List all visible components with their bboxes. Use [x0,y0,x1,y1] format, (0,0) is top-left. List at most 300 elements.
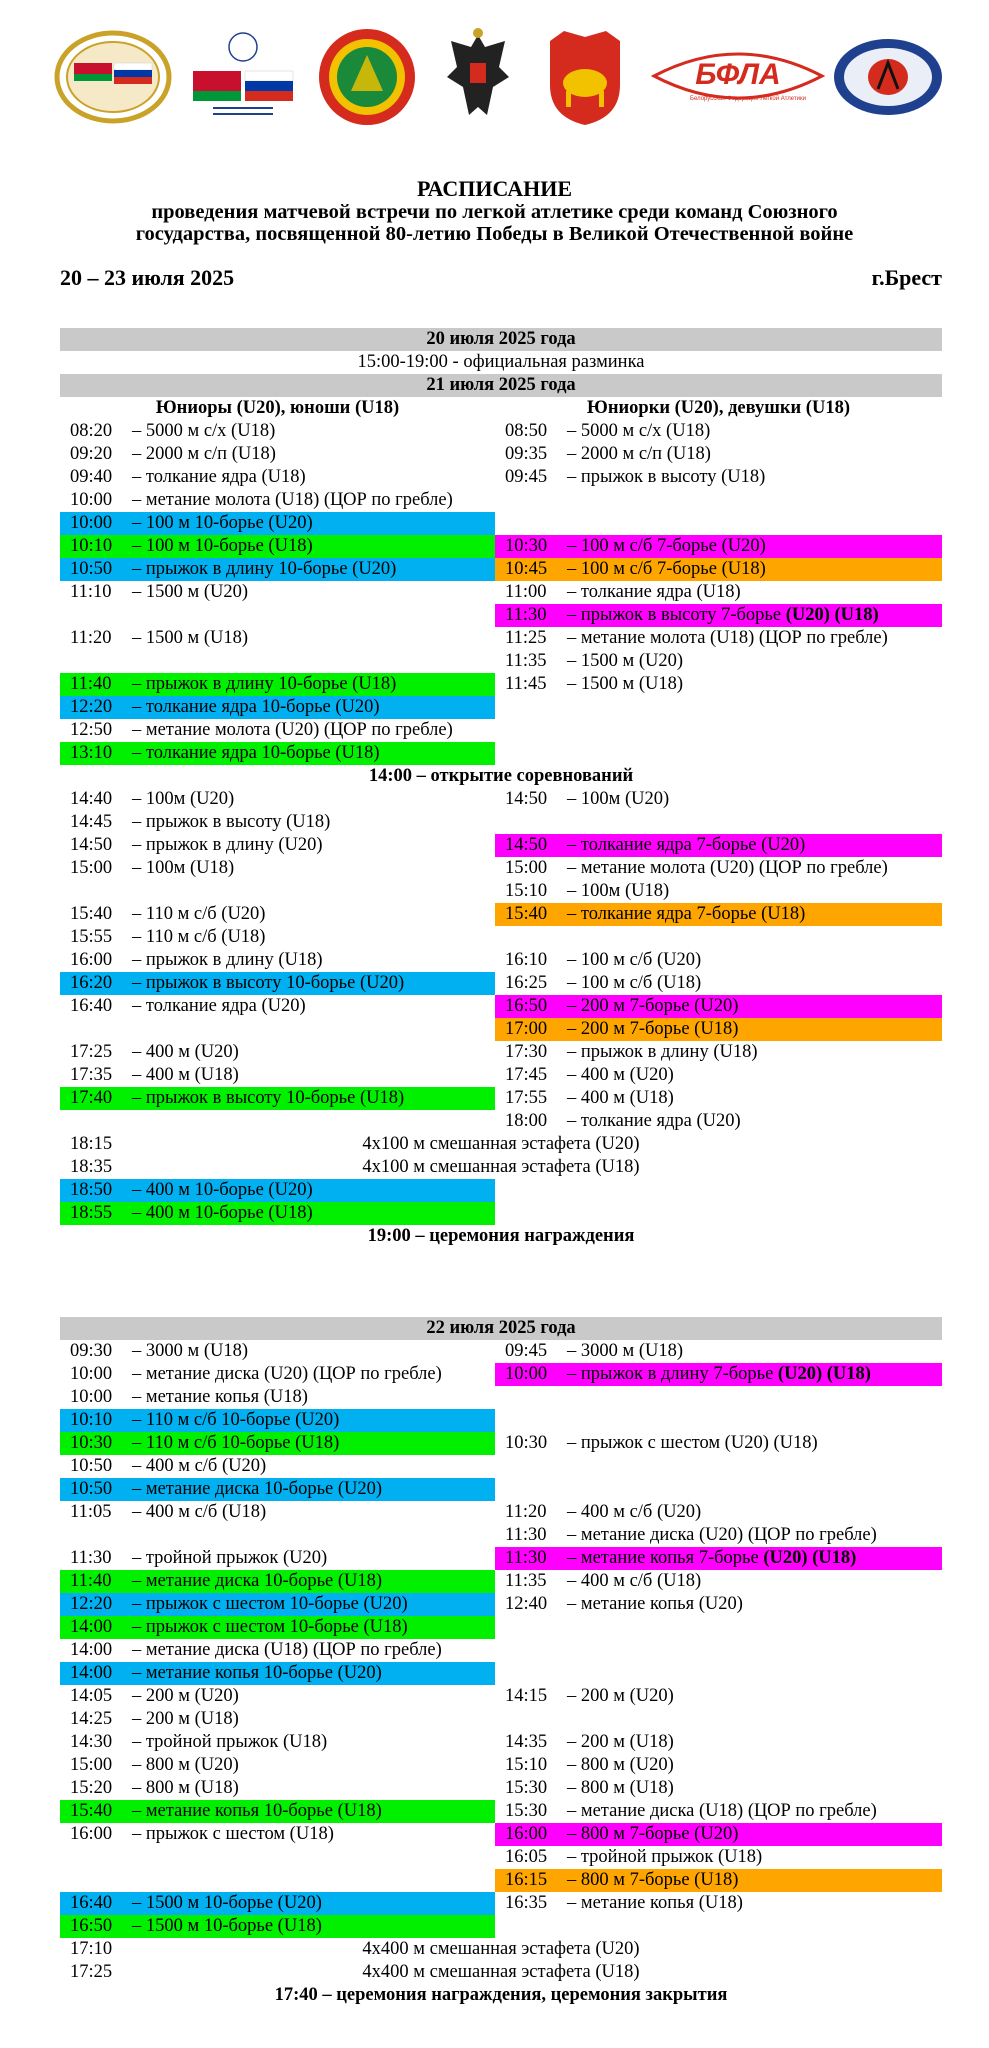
schedule-row [60,1524,942,1547]
left-event-cell [60,1501,495,1524]
event-name: – метание копья 7-борье (U20) (U18) [567,1548,857,1568]
event-name: – толкание ядра (U18) [567,582,741,602]
schedule-row [60,1616,942,1639]
event-name: – 800 м 7-борье (U18) [567,1870,739,1890]
event-name: – прыжок с шестом (U20) (U18) [567,1433,818,1453]
event-time: 15:30 [505,1801,548,1821]
left-event-cell [60,1524,495,1547]
event-name: – метание молота (U20) (ЦОР по гребле) [132,720,453,740]
eagle-coat-of-arms-logo [433,22,523,132]
left-event-cell [60,1087,495,1110]
event-name: – метание диска 10-борье (U18) [132,1571,383,1591]
schedule-row [60,1915,942,1938]
event-time: 14:35 [505,1732,548,1752]
right-event-cell [495,811,942,834]
event-name: – 100 м 10-борье (U18) [132,536,313,556]
schedule-row [60,1731,942,1754]
left-event-cell [60,1915,495,1938]
schedule-row [60,443,942,466]
bison-coat-of-arms-logo [535,22,635,132]
event-name: – прыжок в длину (U18) [132,950,323,970]
schedule-row [60,1432,942,1455]
event-name: – 110 м с/б (U20) [132,904,266,924]
event-bold-suffix: (U20) (U18) [777,1364,871,1384]
right-event-cell [495,443,942,466]
left-event-cell [60,535,495,558]
event-time: 16:15 [505,1870,548,1890]
right-event-cell [495,1754,942,1777]
event-name: – тройной прыжок (U20) [132,1548,328,1568]
schedule-row [60,1501,942,1524]
event-name: – метание диска (U20) (ЦОР по гребле) [567,1525,877,1545]
schedule-row [60,926,942,949]
schedule-row [60,1938,942,1961]
left-event-cell [60,581,495,604]
event-time: 09:30 [70,1341,113,1361]
logos-strip [50,22,940,132]
right-event-cell [495,857,942,880]
bfla-logo-text: БФЛА [695,58,781,91]
relay-time: 17:10 [70,1939,113,1959]
schedule-row [60,1892,942,1915]
left-event-cell [60,1041,495,1064]
ceremony-line: 17:40 – церемония награждения, церемония закрытия [274,1985,728,2005]
event-time: 10:50 [70,559,113,579]
event-time: 14:50 [505,789,548,809]
right-event-cell [495,650,942,673]
schedule-row [60,1041,942,1064]
schedule-row [60,1225,942,1248]
left-event-cell [60,1179,495,1202]
schedule-row [60,1179,942,1202]
event-time: 17:40 [70,1088,113,1108]
event-time: 09:40 [70,467,113,487]
event-name: – метание копья 10-борье (U18) [132,1801,382,1821]
event-name: – тройной прыжок (U18) [132,1732,328,1752]
event-name: – метание диска 10-борье (U20) [132,1479,383,1499]
right-event-cell [495,1731,942,1754]
event-time: 17:45 [505,1065,548,1085]
event-name: – 3000 м (U18) [132,1341,249,1361]
right-event-cell [495,1570,942,1593]
right-event-cell [495,1202,942,1225]
event-time: 14:00 [70,1663,113,1683]
event-name: – метание молота (U18) (ЦОР по гребле) [567,628,888,648]
schedule-row [60,1133,942,1156]
event-name: – 400 м (U20) [567,1065,674,1085]
schedule-row [60,995,942,1018]
right-event-cell [495,1823,942,1846]
schedule-row [60,949,942,972]
schedule-row [60,1110,942,1133]
left-event-cell [60,903,495,926]
schedule-row [60,1708,942,1731]
ceremony-line: 14:00 – открытие соревнований [368,766,634,786]
event-time: 11:10 [70,582,112,602]
event-name: – 400 м с/б (U18) [132,1502,267,1522]
event-time: 13:10 [70,743,113,763]
event-time: 15:10 [505,881,548,901]
event-name: – 1500 м (U20) [132,582,249,602]
event-time: 14:50 [70,835,113,855]
event-name: – прыжок в длину 7-борье (U20) (U18) [567,1364,871,1384]
left-event-cell [60,1409,495,1432]
event-dates: 20 – 23 июля 2025 [60,265,235,290]
left-event-cell [60,1662,495,1685]
right-event-cell [495,1340,942,1363]
left-event-cell [60,1777,495,1800]
schedule-row [60,880,942,903]
schedule-row [60,1685,942,1708]
schedule-row [60,972,942,995]
right-event-cell [495,1846,942,1869]
schedule-row [60,1087,942,1110]
schedule-row [60,1455,942,1478]
event-name: – метание копья (U18) [567,1893,743,1913]
event-time: 08:50 [505,421,548,441]
event-name: – 3000 м (U18) [567,1341,684,1361]
event-time: 10:50 [70,1479,113,1499]
schedule-row [60,673,942,696]
event-time: 10:10 [70,1410,113,1430]
event-name: – 200 м (U18) [567,1732,674,1752]
event-time: 15:00 [70,858,113,878]
event-name: – 200 м 7-борье (U18) [567,1019,739,1039]
men-column-header: Юниоры (U20), юноши (U18) [155,398,400,418]
event-name: – прыжок в высоту 7-борье (U20) (U18) [567,605,879,625]
day-header-row [60,374,942,397]
date-city-line [60,265,942,291]
event-time: 17:55 [505,1088,548,1108]
schedule-row [60,1800,942,1823]
relay-time: 18:15 [70,1134,113,1154]
right-event-cell [495,1432,942,1455]
event-name: – 400 м с/б (U20) [132,1456,267,1476]
right-event-cell [495,627,942,650]
right-event-cell [495,903,942,926]
event-name: – 2000 м с/п (U18) [132,444,276,464]
schedule-row [60,788,942,811]
left-event-cell [60,558,495,581]
event-time: 11:05 [70,1502,112,1522]
right-event-cell [495,1064,942,1087]
event-name: – метание копья (U18) [132,1387,308,1407]
event-bold-suffix: (U20) (U18) [763,1548,857,1568]
schedule-row [60,558,942,581]
left-event-cell [60,1478,495,1501]
event-time: 10:00 [70,1364,113,1384]
schedule-row [60,1777,942,1800]
relay-event: 4х400 м смешанная эстафета (U20) [362,1939,640,1959]
event-time: 11:40 [70,674,112,694]
event-time: 16:10 [505,950,548,970]
schedule-row [60,1064,942,1087]
schedule-note: 15:00-19:00 - официальная разминка [357,352,645,372]
event-time: 15:10 [505,1755,548,1775]
left-event-cell [60,1869,495,1892]
right-event-cell [495,1386,942,1409]
left-event-cell [60,857,495,880]
left-event-cell [60,926,495,949]
left-event-cell [60,1547,495,1570]
event-time: 10:00 [70,490,113,510]
schedule-row [60,1846,942,1869]
event-time: 17:35 [70,1065,113,1085]
day-header: 21 июля 2025 года [60,374,942,397]
left-event-cell [60,1754,495,1777]
left-event-cell [60,1455,495,1478]
schedule-row [60,1984,942,2007]
left-event-cell [60,995,495,1018]
event-time: 08:20 [70,421,113,441]
event-time: 14:40 [70,789,113,809]
right-event-cell [495,834,942,857]
event-time: 09:45 [505,467,548,487]
event-name: – 400 м 10-борье (U18) [132,1203,313,1223]
schedule-row [60,811,942,834]
event-time: 14:50 [505,835,548,855]
event-time: 11:35 [505,651,547,671]
event-name: – 1500 м (U20) [567,651,684,671]
event-name: – 200 м (U18) [132,1709,239,1729]
relay-event: 4х400 м смешанная эстафета (U18) [362,1962,640,1982]
right-event-cell [495,1869,942,1892]
event-time: 10:30 [505,536,548,556]
event-time: 17:30 [505,1042,548,1062]
event-time: 09:45 [505,1341,548,1361]
event-name: – метание диска (U18) (ЦОР по гребле) [567,1801,877,1821]
event-time: 11:40 [70,1571,112,1591]
event-name: – прыжок в высоту (U18) [567,467,766,487]
left-event-cell [60,1386,495,1409]
left-event-cell [60,1800,495,1823]
right-event-cell [495,972,942,995]
event-time: 11:30 [70,1548,112,1568]
schedule-row [60,535,942,558]
left-event-cell [60,719,495,742]
right-event-cell [495,535,942,558]
event-time: 10:30 [70,1433,113,1453]
right-event-cell [495,1708,942,1731]
bfla-logo-subtext: Белорусская Федерация Лёгкой Атлетики [690,96,806,102]
event-time: 14:05 [70,1686,113,1706]
event-name: – 100 м с/б (U20) [567,950,702,970]
schedule-row [60,1018,942,1041]
event-name: – прыжок в высоту 10-борье (U20) [132,973,405,993]
event-name: – 400 м (U20) [132,1042,239,1062]
schedule-row [60,1156,942,1179]
schedule-row [60,650,942,673]
event-name: – прыжок с шестом 10-борье (U18) [132,1617,408,1637]
left-event-cell [60,1340,495,1363]
event-name: – 200 м 7-борье (U20) [567,996,739,1016]
event-name: – прыжок в длину (U20) [132,835,323,855]
schedule-row [60,834,942,857]
event-name: – 200 м (U20) [132,1686,239,1706]
event-name: – толкание ядра 10-борье (U20) [132,697,380,717]
event-time: 17:25 [70,1042,113,1062]
schedule-row [60,1202,942,1225]
event-name: – 200 м (U20) [567,1686,674,1706]
left-event-cell [60,1432,495,1455]
schedule-row [60,857,942,880]
event-time: 12:40 [505,1594,548,1614]
schedule-row [60,489,942,512]
event-name: – 1500 м 10-борье (U20) [132,1893,322,1913]
event-time: 16:40 [70,1893,113,1913]
event-time: 16:50 [505,996,548,1016]
event-time: 16:40 [70,996,113,1016]
event-time: 16:20 [70,973,113,993]
event-name: – 2000 м с/п (U18) [567,444,711,464]
right-event-cell [495,512,942,535]
event-time: 14:00 [70,1617,113,1637]
right-event-cell [495,1915,942,1938]
right-event-cell [495,1524,942,1547]
event-time: 15:00 [505,858,548,878]
event-time: 15:30 [505,1778,548,1798]
schedule-row [60,903,942,926]
event-time: 16:00 [505,1824,548,1844]
day-header: 22 июля 2025 года [60,1317,942,1340]
left-event-cell [60,466,495,489]
event-name: – 100 м с/б 7-борье (U18) [567,559,766,579]
left-event-cell [60,443,495,466]
left-event-cell [60,1110,495,1133]
event-name: – толкание ядра 7-борье (U18) [567,904,806,924]
event-name: – 5000 м с/х (U18) [567,421,711,441]
relay-event: 4х100 м смешанная эстафета (U20) [362,1134,640,1154]
event-time: 15:55 [70,927,113,947]
event-time: 12:50 [70,720,113,740]
event-name: – метание диска (U18) (ЦОР по гребле) [132,1640,442,1660]
left-event-cell [60,673,495,696]
right-event-cell [495,696,942,719]
event-time: 10:10 [70,536,113,556]
event-name: – метание молота (U18) (ЦОР по гребле) [132,490,453,510]
event-time: 14:25 [70,1709,113,1729]
event-time: 16:50 [70,1916,113,1936]
right-event-cell [495,1179,942,1202]
schedule-row [60,1547,942,1570]
event-time: 10:00 [505,1364,548,1384]
left-event-cell [60,650,495,673]
event-time: 15:40 [70,1801,113,1821]
schedule-row [60,351,942,374]
right-event-cell [495,1593,942,1616]
event-time: 09:35 [505,444,548,464]
event-time: 14:00 [70,1640,113,1660]
right-event-cell [495,926,942,949]
right-event-cell [495,1547,942,1570]
sport-emblem-logo [312,22,422,132]
event-time: 10:45 [505,559,548,579]
event-time: 11:30 [505,1525,547,1545]
event-time: 11:45 [505,674,547,694]
relay-time: 17:25 [70,1962,113,1982]
event-name: – 110 м с/б 10-борье (U20) [132,1410,340,1430]
right-event-cell [495,466,942,489]
event-name: – 400 м (U18) [132,1065,239,1085]
right-event-cell [495,1616,942,1639]
event-name: – метание молота (U20) (ЦОР по гребле) [567,858,888,878]
schedule-row [60,742,942,765]
event-name: – 100м (U18) [567,881,670,901]
left-event-cell [60,1018,495,1041]
event-name: – метание диска (U20) (ЦОР по гребле) [132,1364,442,1384]
left-event-cell [60,1639,495,1662]
right-event-cell [495,1041,942,1064]
event-time: 15:40 [70,904,113,924]
left-event-cell [60,604,495,627]
event-time: 09:20 [70,444,113,464]
right-event-cell [495,788,942,811]
right-event-cell [495,1777,942,1800]
day-header-row [60,328,942,351]
right-event-cell [495,1018,942,1041]
women-column-header: Юниорки (U20), девушки (U18) [587,398,850,418]
event-name: – толкание ядра 10-борье (U18) [132,743,380,763]
schedule-row [60,420,942,443]
right-event-cell [495,1087,942,1110]
event-name: – 110 м с/б 10-борье (U18) [132,1433,340,1453]
schedule-row [60,1248,942,1271]
schedule-row [60,1961,942,1984]
schedule-row [60,696,942,719]
event-name: – 400 м с/б (U18) [567,1571,702,1591]
event-name: – метание копья (U20) [567,1594,743,1614]
event-name: – 1500 м (U18) [567,674,684,694]
left-event-cell [60,1064,495,1087]
left-event-cell [60,1846,495,1869]
schedule-row [60,1409,942,1432]
schedule-table [60,328,942,2007]
federation-round-logo [830,22,945,132]
event-name: – 100 м с/б 7-борье (U20) [567,536,766,556]
right-event-cell [495,880,942,903]
event-name: – толкание ядра 7-борье (U20) [567,835,806,855]
left-event-cell [60,742,495,765]
event-time: 12:20 [70,1594,113,1614]
ceremony-line: 19:00 – церемония награждения [367,1226,635,1246]
subtitle-line-1: проведения матчевой встречи по легкой атлетике среди команд Союзного [151,201,838,223]
left-event-cell [60,1708,495,1731]
schedule-row [60,1823,942,1846]
event-name: – прыжок в высоту (U18) [132,812,331,832]
event-name: – 800 м (U20) [132,1755,239,1775]
schedule-row [60,719,942,742]
event-time: 11:20 [70,628,112,648]
schedule-row [60,1271,942,1294]
event-time: 12:20 [70,697,113,717]
event-time: 18:50 [70,1180,113,1200]
event-time: 16:00 [70,950,113,970]
event-time: 16:35 [505,1893,548,1913]
right-event-cell [495,420,942,443]
right-event-cell [495,489,942,512]
event-time: 11:35 [505,1571,547,1591]
event-name: – 400 м (U18) [567,1088,674,1108]
left-event-cell [60,880,495,903]
left-event-cell [60,788,495,811]
event-time: 14:45 [70,812,113,832]
schedule-row [60,765,942,788]
union-state-logo [50,22,175,132]
event-name: – 110 м с/б (U18) [132,927,266,947]
event-time: 10:00 [70,513,113,533]
left-event-cell [60,1823,495,1846]
event-time: 15:20 [70,1778,113,1798]
